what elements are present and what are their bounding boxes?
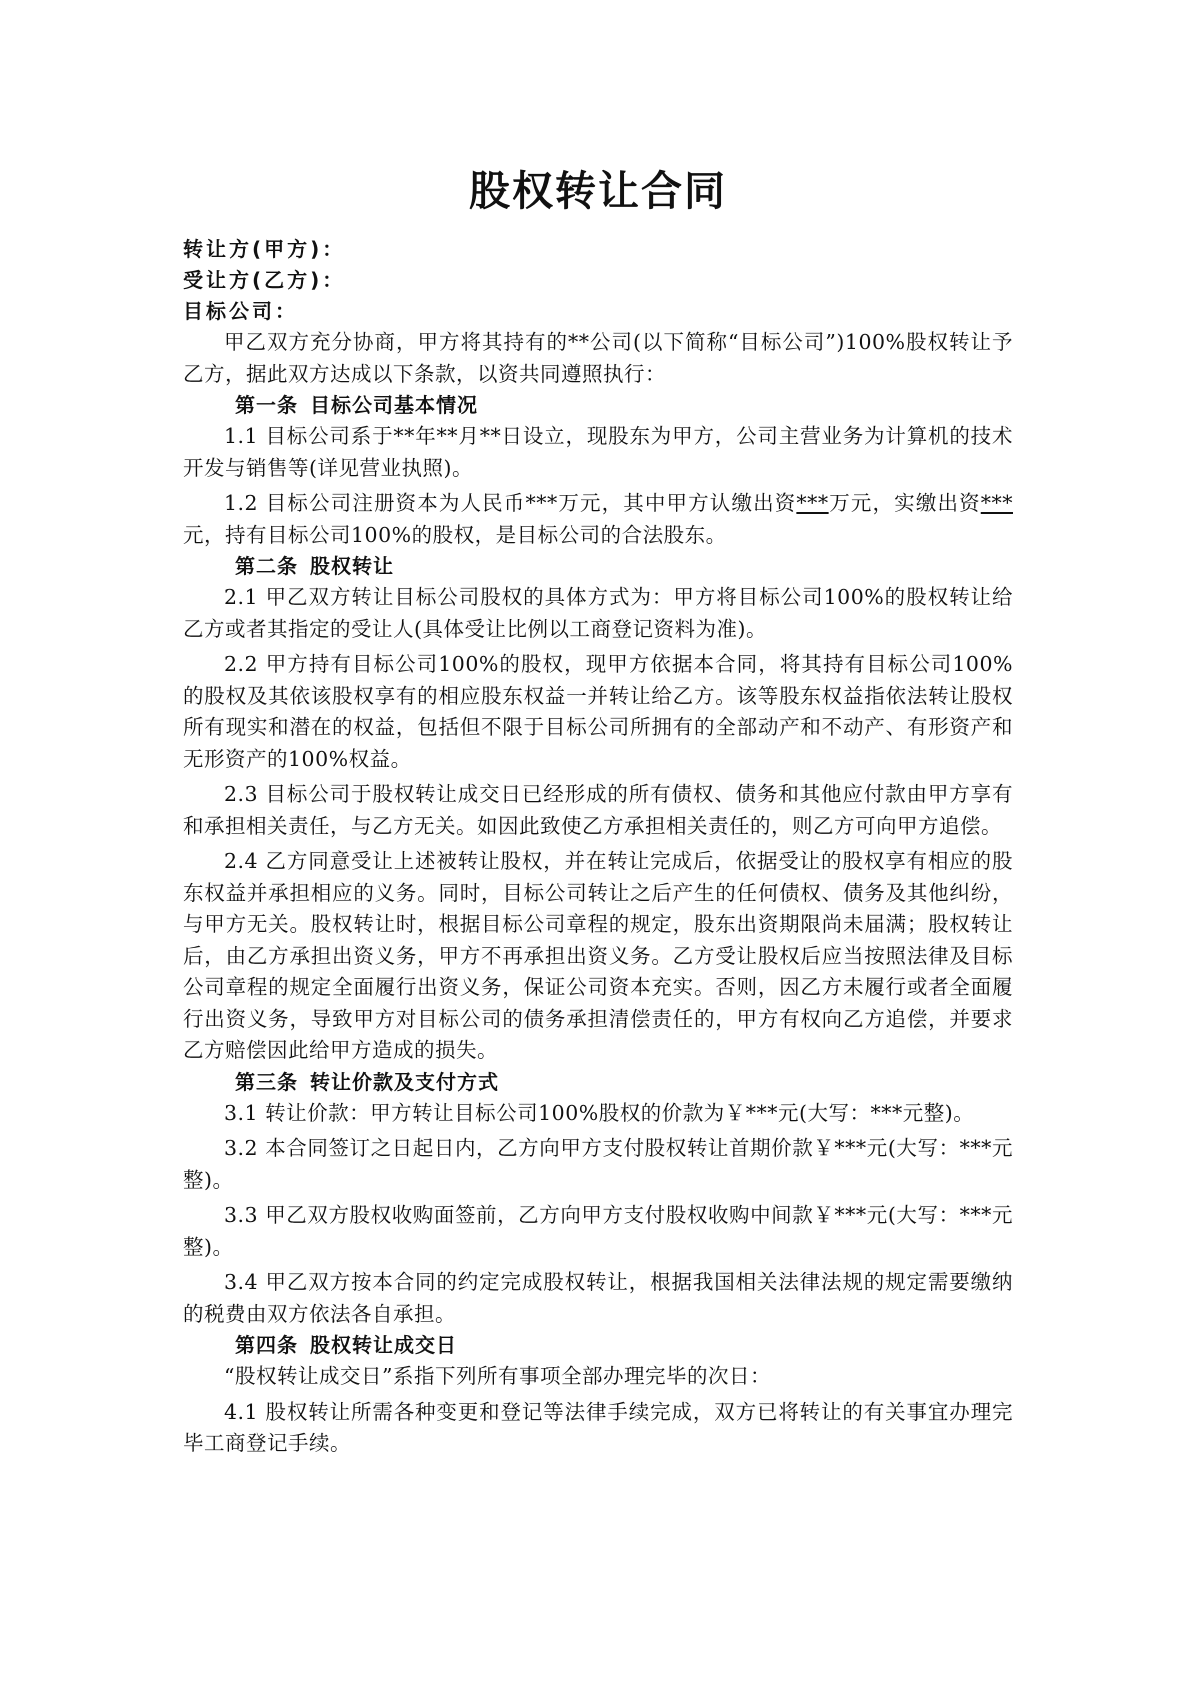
article-4-title: 股权转让成交日 <box>310 1333 457 1357</box>
article-4-heading <box>183 1330 1013 1361</box>
closing-date-definition: “股权转让成交日”系指下列所有事项全部办理完毕的次日： <box>224 1364 771 1388</box>
clause-1-2-paid-amount: *** <box>980 491 1013 515</box>
article-2-title: 股权转让 <box>310 554 394 578</box>
article-3-title: 转让价款及支付方式 <box>310 1069 499 1094</box>
clause-4-1: 4.1 股权转让所需各种变更和登记等法律手续完成，双方已将转让的有关事宜办理完毕工商登记手续。 <box>183 1399 1013 1455</box>
article-1-title: 目标公司基本情况 <box>310 393 478 417</box>
clause-2-1: 2.1 甲乙双方转让目标公司股权的具体方式为：甲方将目标公司100%的股权转让给乙方或者其指定的受让人(具体受让比例以工商登记资料为准)。 <box>183 585 1013 641</box>
target-company-label: 目标公司： <box>183 299 298 323</box>
clause-1-2-part-b: 万元，实缴出资 <box>828 491 981 515</box>
clause-1-1: 1.1 目标公司系于**年**月**日设立，现股东为甲方，公司主营业务为计算机的技术开发与销售等(详见营业执照)。 <box>183 424 1013 480</box>
clause-1-2 <box>183 488 1013 551</box>
clause-3-4: 3.4 甲乙双方按本合同的约定完成股权转让，根据我国相关法律法规的规定需要缴纳的税费由双方依法各自承担。 <box>183 1270 1013 1326</box>
article-2-number: 第二条 <box>235 554 298 578</box>
article-1-number: 第一条 <box>235 393 298 417</box>
clause-3-1: 3.1 转让价款：甲方转让目标公司100%股权的价款为￥***元(大写：***元整)。 <box>224 1100 975 1125</box>
contract-page <box>183 160 1013 1460</box>
clause-1-2-subscribed-amount: *** <box>796 491 829 515</box>
clause-2-4: 2.4 乙方同意受让上述被转让股权，并在转让完成后，依据受让的股权享有相应的股东权益并承担相应的义务。同时，目标公司转让之后产生的任何债权、债务及其他纠纷，与甲方无关。股权转让时，根据目标公司章程的规定，股东出资期限尚未届满；股权转让后，由乙方承担出资义务，甲方不再承担出资义务。乙方受让股权后应当按照法律及目标公司章程的规定全面履行出资义务，保证公司资本充实。否则，因乙方未履行或者全面履行出资义务，导致甲方对目标公司的债务承担清偿责任的，甲方有权向乙方追偿，并要求乙方赔偿因此给甲方造成的损失。 <box>183 849 1013 1062</box>
article-3-number: 第三条 <box>235 1069 298 1094</box>
clause-3-2: 3.2 本合同签订之日起日内，乙方向甲方支付股权转让首期价款￥***元(大写：***元整)。 <box>183 1136 1013 1192</box>
clause-2-3: 2.3 目标公司于股权转让成交日已经形成的所有债权、债务和其他应付款由甲方享有和承担相关责任，与乙方无关。如因此致使乙方承担相关责任的，则乙方可向甲方追偿。 <box>183 782 1013 838</box>
transferee-label: 受让方(乙方)： <box>183 268 346 292</box>
article-4-number: 第四条 <box>235 1333 298 1357</box>
article-3-heading <box>183 1067 1013 1098</box>
document-title: 股权转让合同 <box>469 167 727 215</box>
clause-1-2-part-c: 元，持有目标公司100%的股权，是目标公司的合法股东。 <box>183 522 727 547</box>
article-2-heading <box>183 551 1013 582</box>
clause-3-3: 3.3 甲乙双方股权收购面签前，乙方向甲方支付股权收购中间款￥***元(大写：***元整)。 <box>183 1203 1013 1259</box>
clause-2-2: 2.2 甲方持有目标公司100%的股权，现甲方依据本合同，将其持有目标公司100%的股权及其依该股权享有的相应股东权益一并转让给乙方。该等股东权益指依法转让股权所有现实和潜在的权益，包括但不限于目标公司所拥有的全部动产和不动产、有形资产和无形资产的100%权益。 <box>183 652 1013 771</box>
clause-1-2-part-a: 1.2 目标公司注册资本为人民币***万元，其中甲方认缴出资 <box>224 491 797 515</box>
transferor-label: 转让方(甲方)： <box>183 237 346 261</box>
article-1-heading <box>183 390 1013 421</box>
intro-paragraph: 甲乙双方充分协商，甲方将其持有的**公司(以下简称“目标公司”)100%股权转让予乙方，据此双方达成以下条款，以资共同遵照执行： <box>183 330 1013 386</box>
